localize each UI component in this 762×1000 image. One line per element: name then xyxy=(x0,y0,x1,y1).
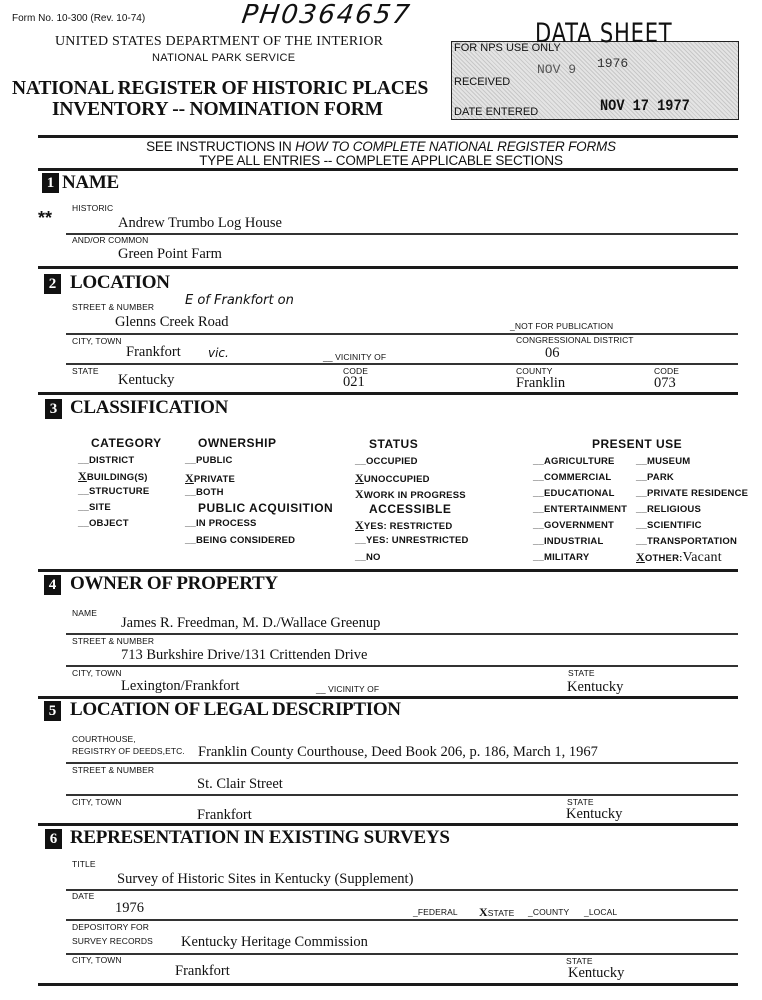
accessible-yes-unrestricted[interactable] xyxy=(355,535,469,546)
agency-name: NATIONAL PARK SERVICE xyxy=(152,52,296,64)
option-label: OCCUPIED xyxy=(365,456,418,467)
option-label: INDUSTRIAL xyxy=(543,536,604,547)
checkbox-mark: __ xyxy=(185,518,196,529)
vicinity-label[interactable]: __ VICINITY OF xyxy=(323,352,387,362)
state-label: STATE xyxy=(72,366,99,376)
option-label: TRANSPORTATION xyxy=(646,536,738,547)
checkbox-mark: __ xyxy=(185,487,196,498)
level-county[interactable] xyxy=(528,907,569,917)
checkbox-mark: __ xyxy=(533,456,544,467)
option-label: OBJECT xyxy=(88,518,129,529)
checkbox-mark: X xyxy=(355,471,364,485)
status-unoccupied[interactable] xyxy=(355,471,430,486)
section-number-2: 2 xyxy=(44,274,61,294)
congressional-district-value[interactable]: 06 xyxy=(545,345,560,361)
congressional-district-label: CONGRESSIONAL DISTRICT xyxy=(516,335,634,345)
department-name: UNITED STATES DEPARTMENT OF THE INTERIOR xyxy=(55,34,384,49)
divider xyxy=(66,794,738,796)
checkbox-mark: __ xyxy=(78,502,89,513)
use-educational[interactable] xyxy=(533,488,615,499)
category-building[interactable] xyxy=(78,469,148,484)
section-number-6: 6 xyxy=(45,829,62,849)
owner-city-value[interactable]: Lexington/Frankfort xyxy=(121,678,240,694)
option-label: GOVERNMENT xyxy=(543,520,615,531)
data-sheet-stamp: DATA SHEET xyxy=(535,18,673,49)
option-label: NO xyxy=(365,552,381,563)
checkbox-mark: __ xyxy=(636,488,647,499)
city-label: CITY, TOWN xyxy=(72,336,122,346)
courthouse-label-line1: COURTHOUSE, xyxy=(72,734,136,744)
divider xyxy=(66,633,738,635)
depository-label-line2: SURVEY RECORDS xyxy=(72,936,153,946)
ownership-both[interactable] xyxy=(185,487,224,498)
option-label: BUILDING(S) xyxy=(86,472,148,483)
form-number: Form No. 10-300 (Rev. 10-74) xyxy=(12,13,146,24)
depository-city-value[interactable]: Frankfort xyxy=(175,963,230,979)
checkbox-mark: __ xyxy=(533,552,544,563)
section-title-name: NAME xyxy=(62,172,119,193)
received-stamp-year: 1976 xyxy=(597,56,629,71)
divider xyxy=(38,823,738,826)
form-title-line1: NATIONAL REGISTER OF HISTORIC PLACES xyxy=(12,78,429,99)
county-code-value[interactable]: 073 xyxy=(654,375,676,391)
checkbox-mark: __ xyxy=(78,486,89,497)
owner-state-label: STATE xyxy=(568,668,595,678)
date-entered-value: NOV 17 1977 xyxy=(600,97,690,115)
use-private-residence[interactable] xyxy=(636,488,748,499)
option-label: MILITARY xyxy=(543,552,590,563)
option-label: BEING CONSIDERED xyxy=(195,535,296,546)
use-other[interactable] xyxy=(636,550,722,566)
checkbox-mark: __ xyxy=(636,536,647,547)
divider xyxy=(66,363,738,365)
option-label: OTHER: xyxy=(644,553,683,564)
received-label: RECEIVED xyxy=(454,76,511,88)
category-district[interactable] xyxy=(78,455,134,466)
category-object[interactable] xyxy=(78,518,129,529)
checkbox-mark: X xyxy=(479,905,488,919)
option-label: FEDERAL xyxy=(417,907,458,917)
instructions-line2: TYPE ALL ENTRIES -- COMPLETE APPLICABLE SECTIONS xyxy=(199,153,563,168)
checkbox-mark: __ xyxy=(636,456,647,467)
accessible-no[interactable] xyxy=(355,552,381,563)
checkbox-mark: __ xyxy=(78,518,89,529)
owner-city-label: CITY, TOWN xyxy=(72,668,122,678)
historic-label: HISTORIC xyxy=(72,203,114,213)
checkbox-mark: X xyxy=(185,471,194,485)
owner-street-value[interactable]: 713 Burkshire Drive/131 Crittenden Drive xyxy=(121,647,368,663)
divider xyxy=(38,569,738,572)
use-scientific[interactable] xyxy=(636,520,702,531)
option-label: SCIENTIFIC xyxy=(646,520,702,531)
checkbox-mark: _ xyxy=(584,907,589,917)
instructions-line1 xyxy=(0,139,762,154)
checkbox-mark: __ xyxy=(355,456,366,467)
level-federal[interactable] xyxy=(413,907,458,917)
owner-street-label: STREET & NUMBER xyxy=(72,636,155,646)
option-label: WORK IN PROGRESS xyxy=(363,490,466,501)
use-commercial[interactable] xyxy=(533,472,611,483)
historic-name-value[interactable]: Andrew Trumbo Log House xyxy=(118,215,282,231)
section-title-surveys: REPRESENTATION IN EXISTING SURVEYS xyxy=(70,827,450,848)
use-transportation[interactable] xyxy=(636,536,737,547)
option-label: SITE xyxy=(88,502,111,513)
section-title-classification: CLASSIFICATION xyxy=(70,397,229,418)
divider xyxy=(66,665,738,667)
courthouse-value[interactable]: Franklin County Courthouse, Deed Book 206, p. 186, March 1, 1967 xyxy=(198,744,598,760)
category-structure[interactable] xyxy=(78,486,149,497)
handwritten-id: PH0364657 xyxy=(239,0,414,30)
depository-state-label: STATE xyxy=(566,956,593,966)
legal-street-label: STREET & NUMBER xyxy=(72,765,155,775)
street-label: STREET & NUMBER xyxy=(72,302,155,312)
option-label: UNOCCUPIED xyxy=(363,474,430,485)
asterisk-mark: ** xyxy=(38,208,53,228)
checkbox-mark: __ xyxy=(533,520,544,531)
use-government[interactable] xyxy=(533,520,614,531)
divider xyxy=(38,983,738,986)
street-value[interactable]: Glenns Creek Road xyxy=(115,314,229,330)
checkbox-mark: __ xyxy=(533,504,544,515)
option-label: YES: UNRESTRICTED xyxy=(365,535,469,546)
nps-use-label: FOR NPS USE ONLY xyxy=(454,42,561,54)
level-state[interactable] xyxy=(479,905,514,920)
checkbox-mark: __ xyxy=(636,472,647,483)
present-use-heading: PRESENT USE xyxy=(592,437,683,451)
section-title-owner: OWNER OF PROPERTY xyxy=(70,573,278,594)
checkbox-mark: __ xyxy=(533,488,544,499)
checkbox-mark: __ xyxy=(636,504,647,515)
option-label: MUSEUM xyxy=(646,456,691,467)
checkbox-mark: __ xyxy=(533,536,544,547)
use-religious[interactable] xyxy=(636,504,701,515)
acquisition-being-considered[interactable] xyxy=(185,535,295,546)
accessible-heading: ACCESSIBLE xyxy=(369,502,452,516)
option-label: STRUCTURE xyxy=(88,486,150,497)
section-number-3: 3 xyxy=(45,399,62,419)
legal-state-value[interactable]: Kentucky xyxy=(566,806,623,822)
checkbox-mark: X xyxy=(355,487,364,501)
legal-state-label: STATE xyxy=(567,797,594,807)
ownership-private[interactable] xyxy=(185,471,235,486)
status-heading: STATUS xyxy=(369,437,419,451)
survey-date-value[interactable]: 1976 xyxy=(115,900,144,916)
accessible-yes-restricted[interactable] xyxy=(355,518,452,533)
use-entertainment[interactable] xyxy=(533,504,627,515)
option-label: DISTRICT xyxy=(88,455,135,466)
depository-city-label: CITY, TOWN xyxy=(72,955,122,965)
divider xyxy=(38,392,738,395)
state-code-label: CODE xyxy=(343,366,368,376)
depository-value[interactable]: Kentucky Heritage Commission xyxy=(181,934,368,950)
legal-street-value[interactable]: St. Clair Street xyxy=(197,776,283,792)
divider xyxy=(66,233,738,235)
checkbox-mark: __ xyxy=(355,535,366,546)
section-title-location: LOCATION xyxy=(70,272,170,293)
instructions-prefix: SEE INSTRUCTIONS IN xyxy=(146,139,296,154)
checkbox-mark: __ xyxy=(636,520,647,531)
common-name-value[interactable]: Green Point Farm xyxy=(118,246,222,262)
checkbox-mark: X xyxy=(636,550,645,564)
section-number-1: 1 xyxy=(42,173,59,193)
option-label: AGRICULTURE xyxy=(543,456,615,467)
depository-label-line1: DEPOSITORY FOR xyxy=(72,922,149,932)
status-work-in-progress[interactable] xyxy=(355,487,466,502)
public-acquisition-heading: PUBLIC ACQUISITION xyxy=(198,501,334,515)
use-industrial[interactable] xyxy=(533,536,604,547)
section-number-4: 4 xyxy=(44,575,61,595)
date-entered-label: DATE ENTERED xyxy=(454,106,539,118)
option-label: PUBLIC xyxy=(195,455,233,466)
status-occupied[interactable] xyxy=(355,456,418,467)
owner-state-value[interactable]: Kentucky xyxy=(567,679,624,695)
checkbox-mark: _ xyxy=(528,907,533,917)
divider xyxy=(66,889,738,891)
county-label: COUNTY xyxy=(516,366,553,376)
section-title-legal-description: LOCATION OF LEGAL DESCRIPTION xyxy=(70,699,401,720)
option-label: YES: RESTRICTED xyxy=(363,521,453,532)
use-museum[interactable] xyxy=(636,456,690,467)
use-agriculture[interactable] xyxy=(533,456,615,467)
state-code-value[interactable]: 021 xyxy=(343,374,365,390)
checkbox-mark: X xyxy=(355,518,364,532)
checkbox-mark: __ xyxy=(78,455,89,466)
divider xyxy=(66,333,738,335)
not-for-publication[interactable]: _NOT FOR PUBLICATION xyxy=(510,321,614,331)
option-label: STATE xyxy=(487,908,515,918)
divider xyxy=(66,953,738,955)
owner-vicinity-label[interactable]: __ VICINITY OF xyxy=(316,684,380,694)
survey-date-label: DATE xyxy=(72,891,95,901)
option-label: ENTERTAINMENT xyxy=(543,504,628,515)
survey-title-label: TITLE xyxy=(72,859,96,869)
city-value[interactable]: Frankfort xyxy=(126,344,181,360)
option-label: IN PROCESS xyxy=(195,518,257,529)
section-number-5: 5 xyxy=(44,701,61,721)
category-site[interactable] xyxy=(78,502,111,513)
street-annotation: E of Frankfort on xyxy=(185,293,294,308)
county-value[interactable]: Franklin xyxy=(516,375,566,391)
acquisition-in-process[interactable] xyxy=(185,518,257,529)
checkbox-mark: __ xyxy=(185,535,196,546)
option-label: PARK xyxy=(646,472,674,483)
courthouse-label-line2: REGISTRY OF DEEDS,ETC. xyxy=(72,746,185,756)
option-label: RELIGIOUS xyxy=(646,504,702,515)
owner-name-value[interactable]: James R. Freedman, M. D./Wallace Greenup xyxy=(121,615,381,631)
category-heading: CATEGORY xyxy=(91,436,162,450)
divider xyxy=(38,168,738,171)
ownership-public[interactable] xyxy=(185,455,233,466)
instructions-reference: HOW TO COMPLETE NATIONAL REGISTER FORMS xyxy=(295,139,616,154)
checkbox-mark: __ xyxy=(185,455,196,466)
survey-title-value[interactable]: Survey of Historic Sites in Kentucky (Supplement) xyxy=(117,871,414,887)
option-label: EDUCATIONAL xyxy=(543,488,615,499)
use-military[interactable] xyxy=(533,552,589,563)
owner-name-label: NAME xyxy=(72,608,97,618)
option-label: BOTH xyxy=(195,487,224,498)
option-label: LOCAL xyxy=(588,907,618,917)
county-code-label: CODE xyxy=(654,366,679,376)
legal-city-value[interactable]: Frankfort xyxy=(197,807,252,823)
ownership-heading: OWNERSHIP xyxy=(198,436,277,450)
form-title-line2: INVENTORY -- NOMINATION FORM xyxy=(52,99,383,120)
checkbox-mark: X xyxy=(78,469,87,483)
divider xyxy=(38,266,738,269)
option-label: COMMERCIAL xyxy=(543,472,612,483)
option-label: COUNTY xyxy=(532,907,570,917)
depository-state-value[interactable]: Kentucky xyxy=(568,965,625,981)
checkbox-mark: _ xyxy=(413,907,418,917)
state-value[interactable]: Kentucky xyxy=(118,372,175,388)
level-local[interactable] xyxy=(584,907,617,917)
option-label: PRIVATE RESIDENCE xyxy=(646,488,749,499)
option-label: PRIVATE xyxy=(193,474,236,485)
city-annotation: vic. xyxy=(208,346,229,360)
use-park[interactable] xyxy=(636,472,674,483)
legal-city-label: CITY, TOWN xyxy=(72,797,122,807)
checkbox-mark: __ xyxy=(533,472,544,483)
common-name-label: AND/OR COMMON xyxy=(72,235,149,245)
other-value: Vacant xyxy=(682,550,722,565)
divider xyxy=(66,919,738,921)
checkbox-mark: __ xyxy=(355,552,366,563)
divider xyxy=(66,762,738,764)
received-stamp-date: NOV 9 xyxy=(537,62,577,77)
divider xyxy=(38,135,738,138)
